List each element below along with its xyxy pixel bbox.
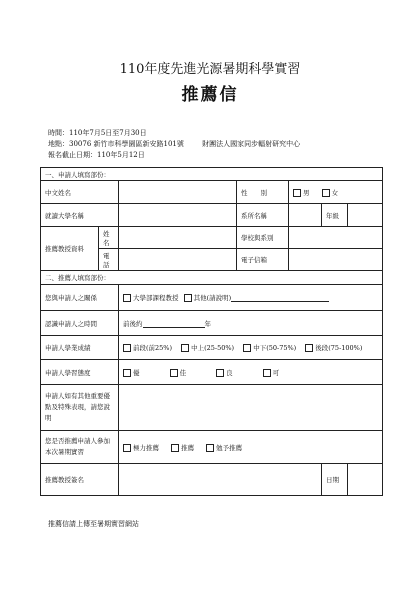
checkbox-icon [263,369,271,377]
recommender-label: 推薦教授資料 [41,227,99,271]
rec-phone-label: 電話 [99,249,119,271]
attitude-option[interactable]: 佳 [170,368,187,377]
other-label: 申請人如有其他重要優點及特殊表現，請您說明 [41,385,119,431]
deadline-line: 報名截止日期：110年5月12日 [48,151,145,159]
rec-school-field[interactable] [289,227,383,249]
recommend-option[interactable]: 推薦 [171,443,194,452]
checkbox-icon [293,189,301,197]
gender-male-option[interactable]: 男 [293,188,310,197]
recommend-option[interactable]: 極力推薦 [123,443,159,452]
organizer-text: 財團法人國家同步輻射研究中心 [202,140,301,148]
checkbox-icon [322,189,330,197]
gender-female-option[interactable]: 女 [322,188,339,197]
chinese-name-label: 中文姓名 [41,181,119,204]
school-field[interactable] [119,204,237,227]
location-text: 地點：30076 新竹市科學園區新安路101號 [48,140,184,148]
signature-field[interactable] [119,464,322,496]
rec-email-label: 電子信箱 [237,249,289,271]
checkbox-icon [170,369,178,377]
other-field[interactable] [119,385,383,431]
checkbox-icon[interactable] [123,294,131,302]
school-label: 就讀大學名稱 [41,204,119,227]
section1-header: 一、申請人填寫部份： [41,168,383,181]
relation-label: 您與申請人之關係 [41,285,119,311]
gender-field [289,181,383,204]
checkbox-icon [243,344,251,352]
checkbox-icon [171,444,179,452]
rec-school-label: 學校與系別 [237,227,289,249]
performance-option[interactable]: 後段(75-100%) [305,343,362,352]
gender-label: 性 別 [237,181,289,204]
checkbox-icon[interactable] [184,294,192,302]
recommend-option[interactable]: 勉予推薦 [206,443,242,452]
performance-label: 申請人學業成績 [41,336,119,360]
department-field[interactable] [289,204,322,227]
rec-name-label: 姓名 [99,227,119,249]
checkbox-icon [216,369,224,377]
attitude-option[interactable]: 良 [216,368,233,377]
attitude-field [119,360,383,385]
checkbox-icon [206,444,214,452]
department-label: 系所名稱 [237,204,289,227]
duration-field: 前後約 年 [119,311,383,336]
relation-other-input[interactable] [231,301,329,302]
checkbox-icon [305,344,313,352]
duration-input[interactable] [143,327,205,328]
footer-note: 推薦信請上傳至暑期實習網站 [48,520,139,528]
performance-option[interactable]: 中下(50-75%) [243,343,296,352]
duration-label: 認識申請人之時間 [41,311,119,336]
location-line [48,139,300,149]
recommend-field [119,431,383,464]
checkbox-icon [181,344,189,352]
checkbox-icon [123,344,131,352]
time-line: 時間：110年7月5日至7月30日 [48,129,147,137]
section2-header: 二、推薦人填寫部份： [41,271,383,285]
grade-field[interactable] [348,204,383,227]
rec-name-field[interactable] [119,227,237,249]
form-title: 110年度先進光源暑期科學實習 [119,62,301,77]
recommend-label: 您是否推薦申請人參加本次暑期實習 [41,431,119,464]
rec-phone-field[interactable] [119,249,237,271]
performance-field [119,336,383,360]
recommendation-form-table [40,167,383,496]
attitude-label: 申請人學習態度 [41,360,119,385]
attitude-option[interactable]: 可 [263,368,280,377]
signature-label: 推薦教授簽名 [41,464,119,496]
performance-option[interactable]: 前段(前25%) [123,343,172,352]
attitude-option[interactable]: 優 [123,368,140,377]
performance-option[interactable]: 中上(25-50%) [181,343,234,352]
checkbox-icon [123,444,131,452]
relation-field: 大學部課程教授 其他(請說明) [119,285,383,311]
form-subtitle: 推薦信 [181,85,239,105]
date-field[interactable] [348,464,383,496]
checkbox-icon [123,369,131,377]
rec-email-field[interactable] [289,249,383,271]
grade-label: 年級 [322,204,348,227]
chinese-name-field[interactable] [119,181,237,204]
date-label: 日期 [322,464,348,496]
